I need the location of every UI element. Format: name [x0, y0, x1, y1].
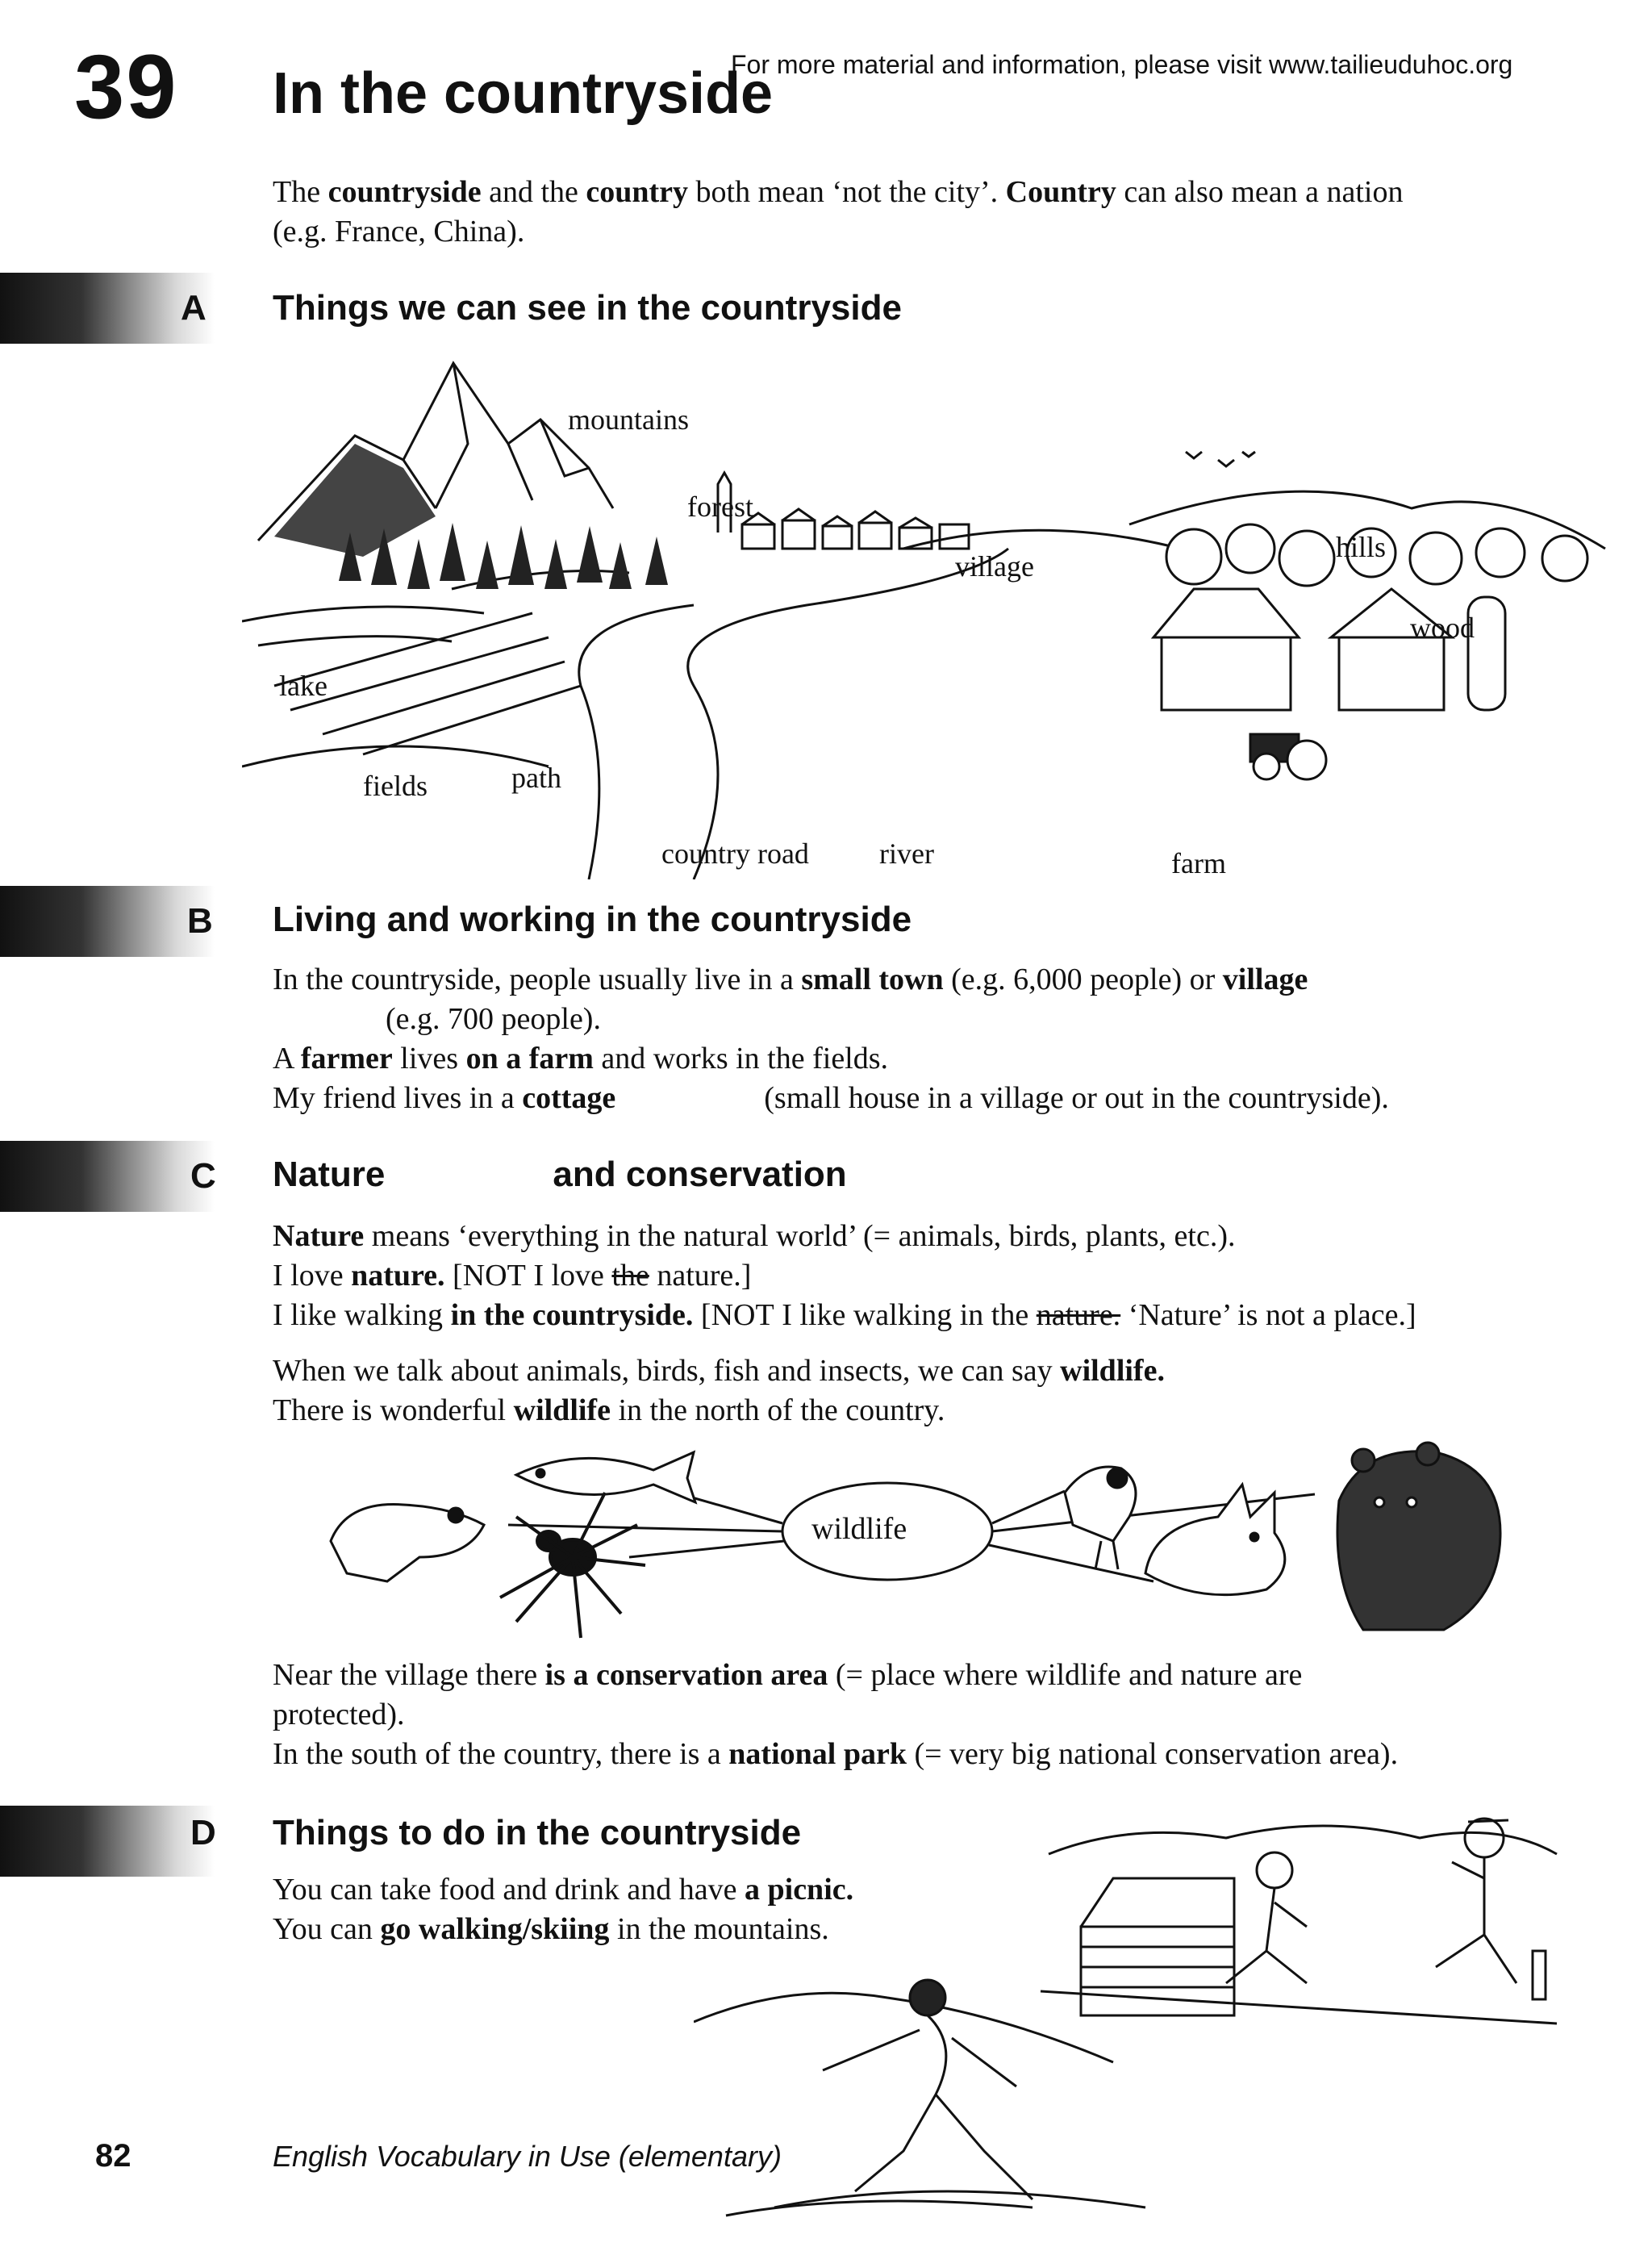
label-river: river — [879, 837, 934, 870]
section-c-line-1: Nature means ‘everything in the natural world’ (= animals, birds, plants, etc.). — [273, 1219, 1236, 1253]
section-b-title: Living and working in the countryside — [273, 900, 912, 939]
site-note: For more material and information, please visit www.tailieuduhoc.org — [731, 50, 1513, 79]
section-c-conservation-text — [273, 1656, 1636, 1774]
book-title: English Vocabulary in Use (elementary) — [273, 2140, 782, 2173]
connector-fox — [989, 1545, 1153, 1581]
label-country-road: country road — [661, 837, 809, 870]
label-fields: fields — [363, 770, 428, 802]
bear-icon — [1337, 1443, 1500, 1630]
connector-bird — [992, 1491, 1065, 1523]
section-a-letter: A — [181, 288, 206, 328]
section-d-line-2: You can go walking/skiing in the mountains. — [273, 1912, 829, 1946]
fish-icon — [516, 1452, 695, 1502]
intro-line-2: (e.g. France, China). — [273, 215, 525, 249]
section-b-letter: B — [187, 901, 213, 941]
section-d-letter: D — [190, 1813, 216, 1852]
intro-paragraph — [273, 173, 1612, 252]
section-d-marker — [0, 1806, 215, 1877]
section-d-text — [273, 1870, 1047, 1949]
section-d-title: Things to do in the countryside — [273, 1813, 802, 1852]
unit-title: In the countryside — [273, 61, 774, 126]
countryside-illustration — [242, 347, 1613, 879]
section-b-text — [273, 960, 1620, 1118]
wildlife-diagram — [315, 1428, 1541, 1646]
section-c-line-2: I love nature. [NOT I love the nature.] — [273, 1259, 752, 1293]
section-b-line-2: (e.g. 700 people). — [386, 1002, 601, 1036]
label-lake: lake — [279, 670, 327, 702]
label-farm: farm — [1171, 847, 1226, 879]
section-b-line-3: A farmer lives on a farm and works in the fields. — [273, 1042, 889, 1075]
connector-spider — [629, 1541, 784, 1557]
section-b-line-4: My friend lives in a cottage (small house in a village or out in the countryside). — [273, 1081, 1389, 1115]
wildlife-label: wildlife — [811, 1512, 907, 1546]
spider-icon — [500, 1493, 645, 1638]
page-number: 82 — [95, 2138, 131, 2174]
label-wood: wood — [1410, 612, 1475, 644]
section-c-line-4: When we talk about animals, birds, fish and insects, we can say wildlife. — [273, 1354, 1165, 1388]
section-b-marker — [0, 886, 215, 957]
section-a-title: Things we can see in the countryside — [273, 288, 902, 328]
section-c-letter: C — [190, 1156, 216, 1196]
section-c-line-6b: protected). — [273, 1698, 405, 1731]
section-c-line-3: I like walking in the countryside. [NOT I like walking in the nature. ‘Nature’ is not a place.] — [273, 1298, 1416, 1332]
section-c-marker — [0, 1141, 215, 1212]
section-c-line-5: There is wonderful wildlife in the north of the country. — [273, 1393, 945, 1427]
bird-icon — [1065, 1467, 1136, 1569]
unit-number: 39 — [74, 36, 178, 137]
section-b-line-1: In the countryside, people usually live in a small town (e.g. 6,000 people) or village — [273, 963, 1308, 996]
label-path: path — [511, 762, 561, 794]
intro-line-1: The countryside and the country both mean ‘not the city’. Country can also mean a nation — [273, 175, 1404, 209]
label-mountains: mountains — [568, 403, 689, 436]
skier-illustration — [694, 1965, 1210, 2224]
label-hills: hills — [1336, 531, 1387, 563]
section-c-title: Nature and conservation — [273, 1155, 847, 1194]
section-c-line-6: Near the village there is a conservation area (= place where wildlife and nature are — [273, 1658, 1303, 1692]
frog-icon — [331, 1505, 484, 1581]
section-d-line-1: You can take food and drink and have a picnic. — [273, 1873, 854, 1907]
label-village: village — [955, 550, 1034, 583]
section-c-line-7: In the south of the country, there is a national park (= very big national conservation area). — [273, 1737, 1399, 1771]
section-c-text — [273, 1217, 1636, 1430]
label-forest: forest — [687, 491, 753, 523]
